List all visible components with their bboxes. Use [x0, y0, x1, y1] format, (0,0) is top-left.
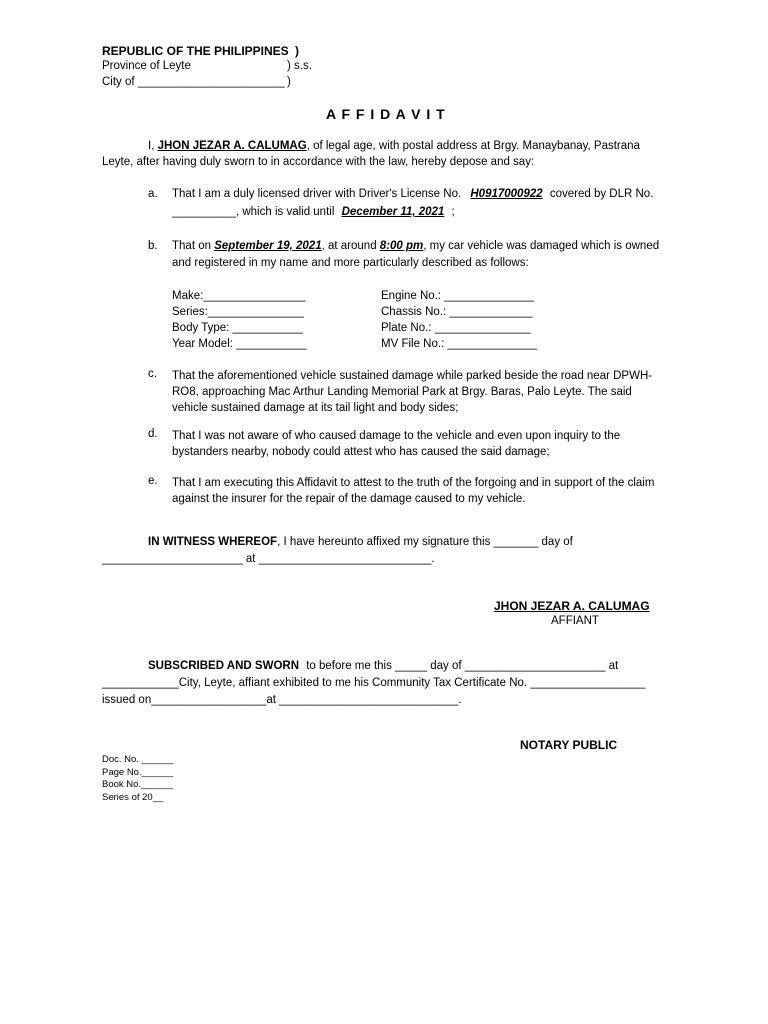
document-title: A F F I D A V I T [326, 106, 446, 122]
mv-file-no-field: MV File No.: ______________ [381, 338, 537, 350]
item-b-line2: and registered in my name and more particularly described as follows: [172, 257, 529, 269]
subscribed-line3: issued on__________________at ____________________________. [102, 694, 462, 706]
doc-no: Doc. No. ______ [102, 754, 174, 765]
item-b-mid: , at around [321, 240, 377, 252]
item-a-end: ; [451, 206, 455, 218]
license-number: H0917000922 [470, 188, 543, 200]
ss-text: ) s.s. [287, 60, 312, 72]
province-line [102, 60, 191, 72]
vehicle-details-right [381, 288, 537, 352]
plate-no-field: Plate No.: _______________ [381, 322, 531, 334]
item-d-text [172, 428, 620, 460]
engine-no-field: Engine No.: ______________ [381, 290, 534, 302]
witness-line2: ______________________ at ___________________________. [102, 553, 435, 565]
damage-time: 8:00 pm [379, 240, 424, 252]
series-of: Series of 20__ [102, 791, 164, 803]
year-model-field: Year Model: ___________ [172, 338, 307, 350]
series-field: Series:_______________ [172, 306, 304, 318]
item-c-line3: vehicle sustained damage at its tail light and body sides; [172, 402, 459, 414]
vehicle-details-left [172, 288, 307, 352]
item-c-line1: That the aforementioned vehicle sustained damage while parked beside the road near DPWH- [172, 370, 653, 382]
item-a-dlr: covered by DLR No. [549, 188, 654, 200]
item-d-line2: bystanders nearby, nobody could attest who has caused the said damage; [172, 446, 550, 458]
province-text: Province of Leyte [102, 60, 191, 72]
republic-heading [102, 44, 299, 58]
intro-pre: I, [148, 140, 155, 152]
notary-public-label: NOTARY PUBLIC [520, 738, 618, 752]
affiant-name-inline: JHON JEZAR A. CALUMAG [157, 140, 307, 152]
item-a-line2 [172, 206, 455, 218]
damage-date: September 19, 2021 [214, 240, 322, 252]
republic-text: REPUBLIC OF THE PHILIPPINES [102, 44, 289, 58]
witness-text: , I have hereunto affixed my signature this _______ day of [277, 536, 573, 548]
affiant-signature-name: JHON JEZAR A. CALUMAG [494, 599, 650, 613]
make-field: Make:________________ [172, 290, 306, 302]
page-no: Page No.______ [102, 766, 174, 778]
valid-until-date: December 11, 2021 [341, 206, 445, 218]
chassis-no-field: Chassis No.: _____________ [381, 306, 533, 318]
item-c-line2: RO8, approaching Mac Arthur Landing Memorial Park at Brgy. Baras, Palo Leyte. The said [172, 386, 632, 398]
item-a-text: That I am a duly licensed driver with Driver's License No. [172, 188, 462, 200]
city-line: City of _______________________ [102, 76, 285, 88]
item-b-pre: That on [172, 240, 211, 252]
item-b-post: , my car vehicle was damaged which is owned [423, 240, 660, 252]
witness-line1 [148, 536, 573, 548]
item-e-line1: That I am executing this Affidavit to attest to the truth of the forgoing and in support of the claim [172, 477, 655, 489]
doc-references [102, 754, 173, 804]
item-c-text [172, 368, 652, 416]
item-b-line1 [172, 240, 659, 252]
intro-paragraph [148, 140, 674, 152]
witness-bold: IN WITNESS WHEREOF [148, 536, 278, 548]
item-letter-d: d. [148, 428, 158, 440]
item-letter-b: b. [148, 240, 158, 252]
item-d-line1: That I was not aware of who caused damage to the vehicle and even upon inquiry to the [172, 430, 621, 442]
item-a-line1 [172, 188, 653, 200]
subscribed-line1 [148, 660, 618, 672]
intro-post: , of legal age, with postal address at Brgy. Manaybanay, Pastrana [306, 140, 640, 152]
subscribed-line2: ____________City, Leyte, affiant exhibited to me his Community Tax Certificate No. __________________ [102, 677, 646, 689]
book-no: Book No.______ [102, 779, 173, 790]
item-letter-c: c. [148, 368, 157, 380]
item-letter-e: e. [148, 475, 158, 487]
dlr-blank: __________, which is valid until [172, 206, 335, 218]
city-paren: ) [287, 76, 291, 88]
header-paren: ) [295, 44, 300, 58]
affiant-label: AFFIANT [551, 615, 599, 627]
subscribed-text: to before me this _____ day of ______________________ at [306, 660, 619, 672]
item-e-line2: against the insurer for the repair of the damage caused to my vehicle. [172, 493, 526, 505]
item-letter-a: a. [148, 188, 158, 200]
body-type-field: Body Type: ___________ [172, 322, 303, 334]
subscribed-bold: SUBSCRIBED AND SWORN [148, 660, 299, 672]
intro-line2: Leyte, after having duly sworn to in accordance with the law, hereby depose and say: [102, 156, 535, 168]
item-e-text [172, 475, 654, 507]
